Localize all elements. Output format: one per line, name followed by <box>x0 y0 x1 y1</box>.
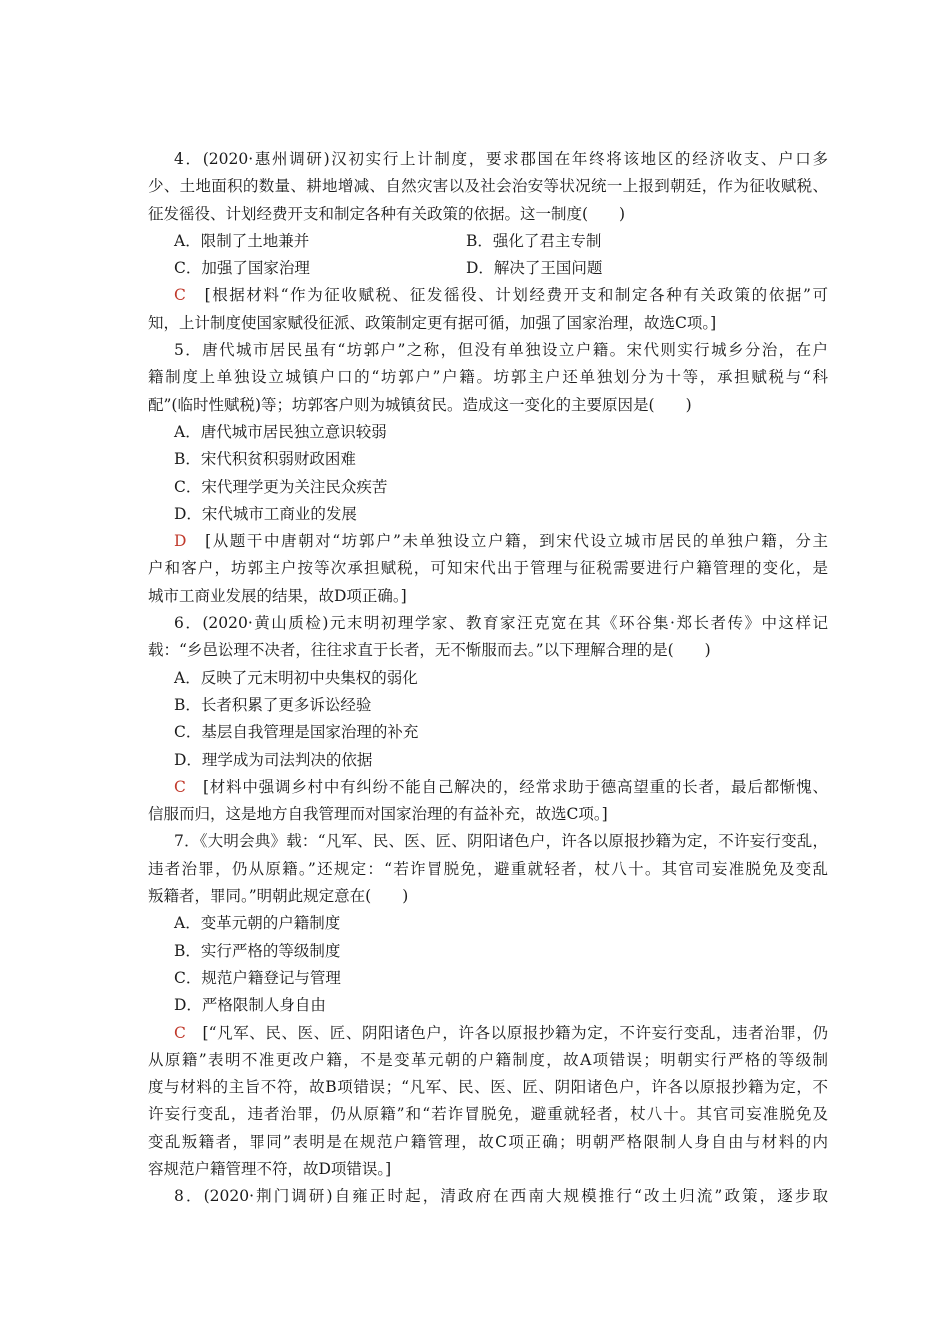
question-stem-line: 5．唐代城市居民虽有“坊郭户”之称，但没有单独设立户籍。宋代则实行城乡分治，在户 <box>174 341 828 360</box>
question-stem-line: 4．(2020·惠州调研)汉初实行上计制度，要求郡国在年终将该地区的经济收支、户口多 <box>174 150 828 168</box>
option-d: D．解决了王国问题 <box>466 259 603 278</box>
option-c: C．宋代理学更为关注民众疾苦 <box>174 477 388 496</box>
option-c: C．加强了国家治理 <box>174 259 310 278</box>
explanation-text: [“凡军、民、医、匠、阴阳诸色户，许各以原报抄籍为定，不许妄行变乱，违者治罪，仍 <box>185 1023 828 1042</box>
question-stem-line: 载：“乡邑讼理不决者，往往求直于长者，无不惭服而去。”以下理解合理的是( ) <box>148 641 711 660</box>
explanation-line: 户和客户，坊郭主户按等次承担赋税，可知宋代出于管理与征税需要进行户籍管理的变化，是 <box>148 559 828 578</box>
option-row <box>148 228 828 255</box>
question-6 <box>148 610 828 828</box>
option-b: B．长者积累了更多诉讼经验 <box>174 695 372 714</box>
page-content <box>148 146 828 1211</box>
question-stem-line: 少、土地面积的数量、耕地增减、自然灾害以及社会治安等状况统一上报到朝廷，作为征收赋税、 <box>148 177 828 196</box>
question-5 <box>148 337 828 610</box>
option-c: C．规范户籍登记与管理 <box>174 968 341 987</box>
question-8 <box>148 1183 828 1210</box>
question-7 <box>148 828 828 1183</box>
option-a: A．限制了土地兼并 <box>174 231 310 250</box>
answer-line <box>148 774 828 801</box>
explanation-line: 许妄行变乱，违者治罪，仍从原籍”和“若诈冒脱免，避重就轻者，杖八十。其官司妄准脱免及 <box>148 1105 828 1124</box>
explanation-line: 城市工商业发展的结果，故D项正确。] <box>148 586 407 605</box>
option-d: D．严格限制人身自由 <box>174 996 326 1015</box>
option-b: B．实行严格的等级制度 <box>174 941 341 960</box>
question-stem-line: 征发徭役、计划经费开支和制定各种有关政策的依据。这一制度( ) <box>148 204 626 223</box>
explanation-line: 容规范户籍管理不符，故D项错误。] <box>148 1159 392 1178</box>
option-b: B．宋代积贫积弱财政困难 <box>174 450 356 469</box>
answer-letter: D <box>174 532 187 551</box>
question-stem-line: 籍制度上单独设立城镇户口的“坊郭户”户籍。坊郭主户还单独划分为十等，承担赋税与“科 <box>148 368 828 387</box>
option-d: D．宋代城市工商业的发展 <box>174 504 357 523</box>
answer-letter: C <box>174 777 186 796</box>
option-a: A．反映了元末明初中央集权的弱化 <box>174 668 418 687</box>
answer-letter: C <box>174 286 186 305</box>
explanation-line: 从原籍”表明不准更改户籍，不是变革元朝的户籍制度，故A项错误；明朝实行严格的等级制 <box>148 1050 828 1069</box>
option-row <box>148 255 828 282</box>
option-b: B．强化了君主专制 <box>466 231 602 250</box>
option-c: C．基层自我管理是国家治理的补充 <box>174 723 419 742</box>
explanation-text: [根据材料“作为征收赋税、征发徭役、计划经费开支和制定各种有关政策的依据”可 <box>185 286 828 305</box>
answer-line <box>148 1020 828 1047</box>
explanation-text: [材料中强调乡村中有纠纷不能自己解决的，经常求助于德高望重的长者，最后都惭愧、 <box>185 777 828 796</box>
answer-letter: C <box>174 1023 186 1042</box>
question-stem-line: 配”(临时性赋税)等；坊郭客户则为城镇贫民。造成这一变化的主要原因是( ) <box>148 395 692 414</box>
option-a: A．唐代城市居民独立意识较弱 <box>174 422 387 441</box>
explanation-line: 信服而归，这是地方自我管理而对国家治理的有益补充，故选C项。] <box>148 805 608 824</box>
answer-line <box>148 282 828 309</box>
question-stem-line: 叛籍者，罪同。”明朝此规定意在( ) <box>148 887 409 906</box>
explanation-line: 度与材料的主旨不符，故B项错误；“凡军、民、医、匠、阴阳诸色户，许各以原报抄籍为定，不 <box>148 1078 828 1097</box>
option-d: D．理学成为司法判决的依据 <box>174 750 373 769</box>
answer-line <box>148 528 828 555</box>
question-stem-line: 6．(2020·黄山质检)元末明初理学家、教育家汪克宽在其《环谷集·郑长者传》中这样记 <box>174 614 828 633</box>
question-stem-line: 违者治罪，仍从原籍。”还规定：“若诈冒脱免，避重就轻者，杖八十。其官司妄准脱免及变乱 <box>148 859 828 878</box>
question-stem-line: 8．(2020·荆门调研)自雍正时起，清政府在西南大规模推行“改土归流”政策，逐步取 <box>174 1187 828 1206</box>
question-4 <box>148 146 828 337</box>
option-a: A．变革元朝的户籍制度 <box>174 914 341 933</box>
question-stem-line: 7．《大明会典》载：“凡军、民、医、匠、阴阳诸色户，许各以原报抄籍为定，不许妄行变乱， <box>174 832 828 851</box>
explanation-line: 知，上计制度使国家赋役征派、政策制定更有据可循，加强了国家治理，故选C项。] <box>148 313 717 332</box>
explanation-line: 变乱叛籍者，罪同”表明是在规范户籍管理，故C项正确；明朝严格限制人身自由与材料的内 <box>148 1132 828 1151</box>
explanation-text: [从题干中唐朝对“坊郭户”未单独设立户籍，到宋代设立城市居民的单独户籍，分主 <box>186 532 828 551</box>
